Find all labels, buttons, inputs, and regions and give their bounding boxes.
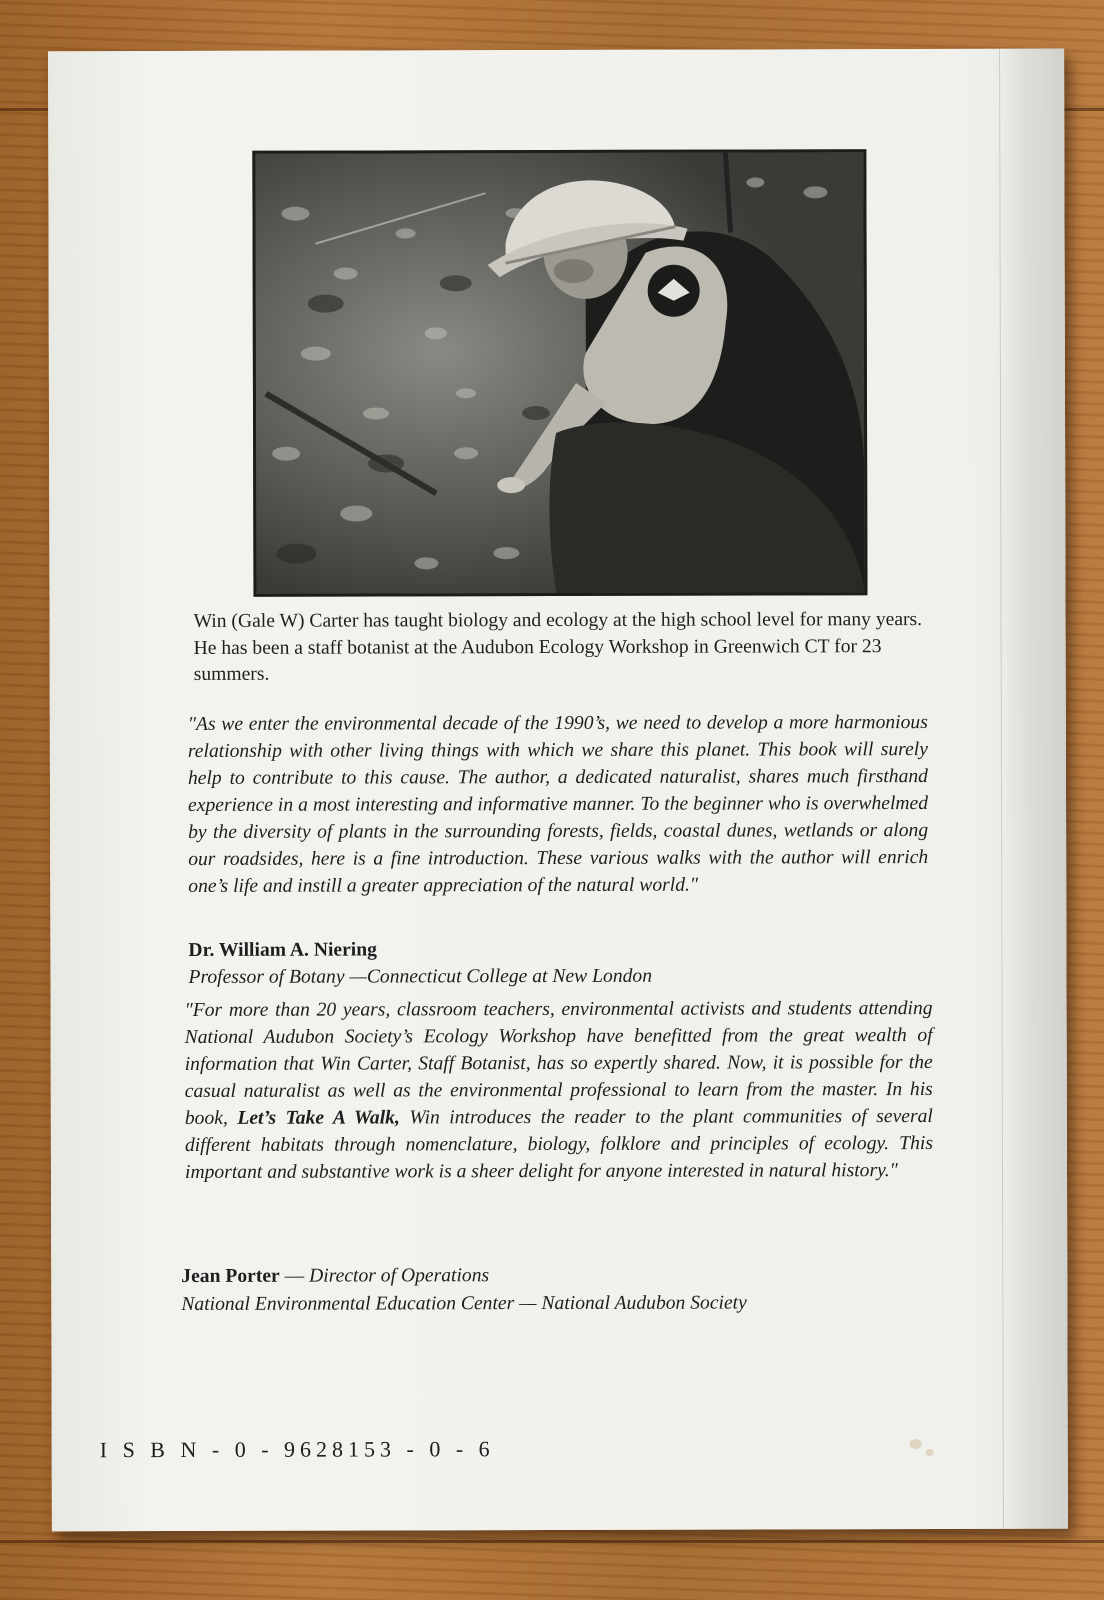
author-photo	[252, 149, 867, 597]
cover-stain	[926, 1449, 934, 1456]
attribution-separator: —	[284, 1265, 305, 1287]
board-seam	[0, 1540, 1104, 1543]
attribution-line	[181, 1261, 971, 1291]
quote-text-after: Win introduces the reader to the plant communities of several different habitats through nomenclature, biology, folklore and principles of ecology. This important and substantive work is a sheer delight for anyone interested in natural history.″	[184, 1106, 933, 1183]
attribution-title: Director of Operations	[309, 1265, 490, 1287]
attribution-name: Dr. William A. Niering	[188, 939, 377, 961]
book-title: Let’s Take A Walk,	[237, 1107, 400, 1129]
isbn-number: I S B N - 0 - 9628153 - 0 - 6	[99, 1436, 495, 1463]
testimonial-quote-2	[185, 995, 933, 1186]
attribution-organization: National Environmental Education Center — National Audubon Society	[181, 1292, 747, 1315]
testimonial-quote-1: ″As we enter the environmental decade of the 1990’s, we need to develop a more harmonious relationship with other living things with which we share this planet. This book will surely help to contribute to this cause. The author, a dedicated naturalist, shares much firsthand experience in a most interesting and informative manner. To the beginner who is overwhelmed by the diversity of plants in the surrounding forests, fields, coastal dunes, wetlands or along our roadsides, here is a fine introduction. These various walks with the author will enrich one’s life and instill a greater appreciation of the natural world.″	[187, 712, 929, 897]
book-back-cover	[48, 49, 1068, 1532]
attribution-name: Jean Porter	[181, 1265, 280, 1287]
cover-stain	[910, 1439, 922, 1449]
attribution-title: Professor of Botany —Connecticut College at New London	[188, 965, 653, 988]
book-spine-edge	[999, 49, 1068, 1529]
quote-text-before: ″For more than 20 years, classroom teachers, environmental activists and students attending National Audubon Society’s Ecology Workshop have benefitted from the great wealth of information that Win Carter, Staff Botanist, has so expertly shared. Now, it is possible for the casual naturalist as well as the environmental professional to learn from the master. In his book,	[184, 998, 933, 1129]
author-photo-image	[255, 152, 864, 594]
testimonial-attribution-1	[188, 935, 948, 991]
testimonial-attribution-2	[181, 1261, 971, 1319]
author-bio: Win (Gale W) Carter has taught biology and ecology at the high school level for many years. He has been a staff botanist at the Audubon Ecology Workshop in Greenwich CT for 23 summers.	[193, 609, 923, 685]
